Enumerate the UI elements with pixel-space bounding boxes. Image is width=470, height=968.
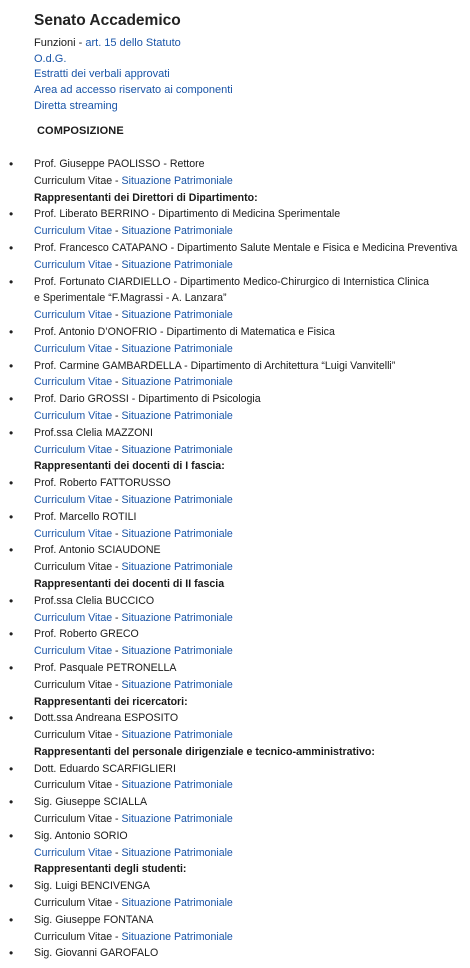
curriculum-vitae-link[interactable]: Curriculum Vitae	[34, 493, 113, 506]
situazione-patrimoniale-link[interactable]: Situazione Patrimoniale	[121, 813, 233, 826]
member-item	[0, 509, 470, 526]
separator: -	[112, 174, 122, 187]
member-name: e Sperimentale “F.Magrassi - A. Lanzara”	[34, 292, 227, 305]
member-name: Prof. Carmine GAMBARDELLA - Dipartimento di Architettura “Luigi Vanvitelli”	[34, 359, 396, 372]
member-name: Prof. Roberto GRECO	[34, 628, 139, 641]
separator: -	[112, 611, 122, 624]
situazione-patrimoniale-link[interactable]: Situazione Patrimoniale	[121, 846, 233, 859]
situazione-patrimoniale-link[interactable]: Situazione Patrimoniale	[121, 645, 233, 658]
cv-row	[0, 492, 470, 509]
composizione-heading: COMPOSIZIONE	[37, 125, 124, 137]
cv-row	[0, 811, 470, 828]
separator: -	[112, 309, 122, 322]
cv-row	[0, 307, 470, 324]
curriculum-vitae-link[interactable]: Curriculum Vitae	[34, 527, 113, 540]
situazione-patrimoniale-link[interactable]: Situazione Patrimoniale	[121, 897, 233, 910]
bullet-icon: •	[9, 207, 14, 222]
cv-row	[0, 677, 470, 694]
situazione-patrimoniale-link[interactable]: Situazione Patrimoniale	[121, 729, 233, 742]
group-heading	[0, 861, 470, 878]
group-heading-label: Rappresentanti dei Direttori di Dipartimento:	[34, 191, 258, 204]
situazione-patrimoniale-link[interactable]: Situazione Patrimoniale	[121, 409, 233, 422]
member-item	[0, 626, 470, 643]
bullet-icon: •	[9, 274, 14, 289]
group-heading	[0, 744, 470, 761]
cv-row	[0, 223, 470, 240]
curriculum-vitae-link[interactable]: Curriculum Vitae	[34, 930, 113, 943]
curriculum-vitae-link[interactable]: Curriculum Vitae	[34, 846, 113, 859]
bullet-icon: •	[9, 946, 14, 961]
situazione-patrimoniale-link[interactable]: Situazione Patrimoniale	[121, 309, 233, 322]
member-item	[0, 324, 470, 341]
separator: -	[112, 729, 122, 742]
group-heading-label: Rappresentanti dei ricercatori:	[34, 695, 188, 708]
group-heading	[0, 694, 470, 711]
cv-row	[0, 526, 470, 543]
curriculum-vitae-link[interactable]: Curriculum Vitae	[34, 225, 113, 238]
separator: -	[112, 779, 122, 792]
bullet-icon: •	[9, 660, 14, 675]
situazione-patrimoniale-link[interactable]: Situazione Patrimoniale	[121, 527, 233, 540]
separator: -	[112, 561, 122, 574]
area-riservata-link[interactable]: Area ad accesso riservato ai componenti	[34, 84, 233, 97]
member-name: Dott.ssa Andreana ESPOSITO	[34, 712, 179, 725]
situazione-patrimoniale-link[interactable]: Situazione Patrimoniale	[121, 174, 233, 187]
bullet-icon: •	[9, 593, 14, 608]
bullet-icon: •	[9, 425, 14, 440]
separator: -	[112, 493, 122, 506]
group-heading-label: Rappresentanti dei docenti di I fascia:	[34, 460, 225, 473]
separator: -	[112, 342, 122, 355]
links-section	[34, 36, 233, 114]
separator: -	[112, 930, 122, 943]
group-heading-label: Rappresentanti degli studenti:	[34, 863, 187, 876]
bullet-icon: •	[9, 358, 14, 373]
bullet-icon: •	[9, 324, 14, 339]
curriculum-vitae-link[interactable]: Curriculum Vitae	[34, 376, 113, 389]
member-name: Prof. Roberto FATTORUSSO	[34, 477, 171, 490]
curriculum-vitae-link[interactable]: Curriculum Vitae	[34, 342, 113, 355]
curriculum-vitae-link[interactable]: Curriculum Vitae	[34, 561, 113, 574]
member-item	[0, 945, 470, 962]
situazione-patrimoniale-link[interactable]: Situazione Patrimoniale	[121, 930, 233, 943]
bullet-icon: •	[9, 476, 14, 491]
member-item	[0, 240, 470, 257]
situazione-patrimoniale-link[interactable]: Situazione Patrimoniale	[121, 258, 233, 271]
situazione-patrimoniale-link[interactable]: Situazione Patrimoniale	[121, 225, 233, 238]
curriculum-vitae-link[interactable]: Curriculum Vitae	[34, 779, 113, 792]
funzioni-label: Funzioni -	[34, 37, 86, 49]
situazione-patrimoniale-link[interactable]: Situazione Patrimoniale	[121, 443, 233, 456]
situazione-patrimoniale-link[interactable]: Situazione Patrimoniale	[121, 678, 233, 691]
separator: -	[112, 897, 122, 910]
member-item	[0, 156, 470, 173]
bullet-icon: •	[9, 543, 14, 558]
cv-row	[0, 643, 470, 660]
curriculum-vitae-link[interactable]: Curriculum Vitae	[34, 443, 113, 456]
separator: -	[112, 527, 122, 540]
group-heading	[0, 576, 470, 593]
bullet-icon: •	[9, 795, 14, 810]
curriculum-vitae-link[interactable]: Curriculum Vitae	[34, 611, 113, 624]
member-name: Prof.ssa Clelia MAZZONI	[34, 426, 153, 439]
bullet-icon: •	[9, 392, 14, 407]
member-name: Prof. Francesco CATAPANO - Dipartimento Salute Mentale e Fisica e Medicina Preventiva	[34, 241, 458, 254]
situazione-patrimoniale-link[interactable]: Situazione Patrimoniale	[121, 376, 233, 389]
page-title: Senato Accademico	[34, 12, 181, 29]
curriculum-vitae-link[interactable]: Curriculum Vitae	[34, 309, 113, 322]
cv-row	[0, 408, 470, 425]
member-item	[0, 425, 470, 442]
separator: -	[112, 409, 122, 422]
member-item	[0, 878, 470, 895]
group-heading-label: Rappresentanti dei docenti di II fascia	[34, 577, 225, 590]
member-item	[0, 761, 470, 778]
cv-row	[0, 442, 470, 459]
cv-row	[0, 929, 470, 946]
member-item	[0, 794, 470, 811]
separator: -	[112, 443, 122, 456]
curriculum-vitae-link[interactable]: Curriculum Vitae	[34, 409, 113, 422]
member-name: Prof. Antonio SCIAUDONE	[34, 544, 161, 557]
member-name: Prof. Marcello ROTILI	[34, 510, 137, 523]
separator: -	[112, 813, 122, 826]
curriculum-vitae-link[interactable]: Curriculum Vitae	[34, 174, 113, 187]
bullet-icon: •	[9, 240, 14, 255]
cv-row	[0, 257, 470, 274]
statuto-link[interactable]: art. 15 dello Statuto	[85, 37, 181, 49]
curriculum-vitae-link[interactable]: Curriculum Vitae	[34, 729, 113, 742]
cv-row	[0, 559, 470, 576]
estratti-verbali-link[interactable]: Estratti dei verbali approvati	[34, 68, 170, 81]
situazione-patrimoniale-link[interactable]: Situazione Patrimoniale	[121, 561, 233, 574]
curriculum-vitae-link[interactable]: Curriculum Vitae	[34, 897, 113, 910]
member-item	[0, 710, 470, 727]
bullet-icon: •	[9, 509, 14, 524]
separator: -	[112, 225, 122, 238]
curriculum-vitae-link[interactable]: Curriculum Vitae	[34, 258, 113, 271]
member-item	[0, 475, 470, 492]
member-name: Prof. Fortunato CIARDIELLO - Dipartimento Medico-Chirurgico di Internistica Clinica	[34, 275, 430, 288]
separator: -	[112, 645, 122, 658]
odg-link[interactable]: O.d.G.	[34, 52, 67, 65]
member-name: Sig. Giuseppe SCIALLA	[34, 796, 148, 809]
member-item	[0, 828, 470, 845]
member-item	[0, 206, 470, 223]
separator: -	[112, 376, 122, 389]
member-item	[0, 358, 470, 375]
group-heading	[0, 190, 470, 207]
situazione-patrimoniale-link[interactable]: Situazione Patrimoniale	[121, 779, 233, 792]
member-item	[0, 593, 470, 610]
bullet-icon: •	[9, 761, 14, 776]
curriculum-vitae-link[interactable]: Curriculum Vitae	[34, 645, 113, 658]
diretta-streaming-link[interactable]: Diretta streaming	[34, 99, 118, 112]
member-name: Sig. Antonio SORIO	[34, 829, 128, 842]
member-item	[0, 542, 470, 559]
cv-row	[0, 173, 470, 190]
member-list	[0, 156, 470, 962]
member-item	[0, 912, 470, 929]
member-name: Sig. Giuseppe FONTANA	[34, 913, 154, 926]
bullet-icon: •	[9, 879, 14, 894]
member-name: Prof.ssa Clelia BUCCICO	[34, 594, 155, 607]
separator: -	[112, 846, 122, 859]
member-item	[0, 660, 470, 677]
member-item	[0, 274, 470, 291]
bullet-icon: •	[9, 157, 14, 171]
cv-row	[0, 610, 470, 627]
group-heading	[0, 458, 470, 475]
cv-row	[0, 341, 470, 358]
group-heading-label: Rappresentanti del personale dirigenziale e tecnico-amministrativo:	[34, 745, 375, 758]
separator: -	[112, 258, 122, 271]
situazione-patrimoniale-link[interactable]: Situazione Patrimoniale	[121, 611, 233, 624]
member-name: Prof. Antonio D’ONOFRIO - Dipartimento di Matematica e Fisica	[34, 325, 335, 338]
member-name: Prof. Pasquale PETRONELLA	[34, 661, 177, 674]
member-name: Sig. Giovanni GAROFALO	[34, 947, 159, 960]
cv-row	[0, 845, 470, 862]
bullet-icon: •	[9, 912, 14, 927]
curriculum-vitae-link[interactable]: Curriculum Vitae	[34, 813, 113, 826]
cv-row	[0, 374, 470, 391]
member-item	[0, 391, 470, 408]
situazione-patrimoniale-link[interactable]: Situazione Patrimoniale	[121, 342, 233, 355]
bullet-icon: •	[9, 828, 14, 843]
cv-row	[0, 727, 470, 744]
cv-row	[0, 895, 470, 912]
member-name: Sig. Luigi BENCIVENGA	[34, 880, 150, 893]
separator: -	[112, 678, 122, 691]
funzioni-row	[34, 36, 233, 52]
cv-row	[0, 777, 470, 794]
bullet-icon: •	[9, 627, 14, 642]
member-name: Prof. Giuseppe PAOLISSO - Rettore	[34, 158, 205, 170]
bullet-icon: •	[9, 711, 14, 726]
member-name: Prof. Dario GROSSI - Dipartimento di Psicologia	[34, 393, 261, 406]
situazione-patrimoniale-link[interactable]: Situazione Patrimoniale	[121, 493, 233, 506]
member-name: Dott. Eduardo SCARFIGLIERI	[34, 762, 176, 775]
curriculum-vitae-link[interactable]: Curriculum Vitae	[34, 678, 113, 691]
member-name: Prof. Liberato BERRINO - Dipartimento di Medicina Sperimentale	[34, 208, 341, 221]
member-name-continuation	[0, 290, 470, 307]
